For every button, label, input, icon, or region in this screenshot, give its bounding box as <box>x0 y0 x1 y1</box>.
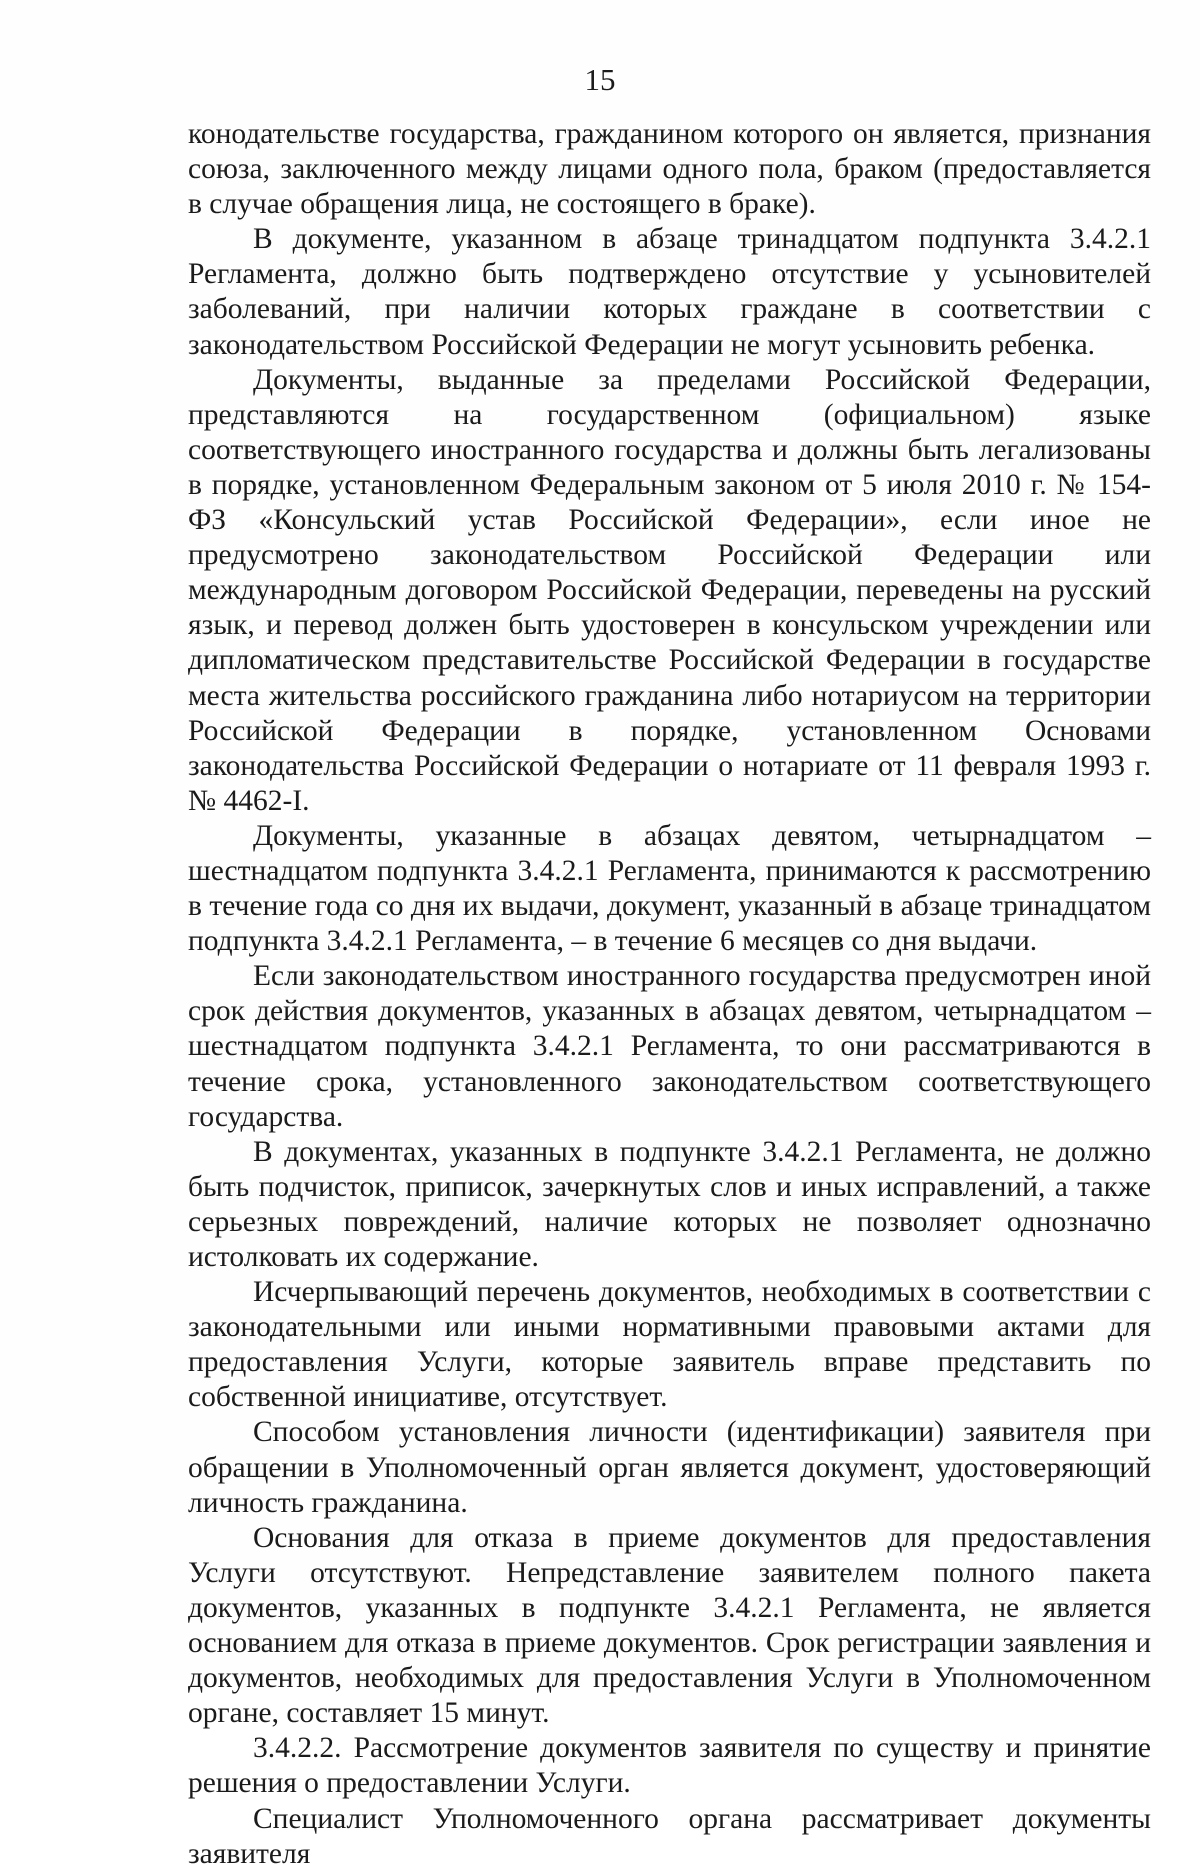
paragraph-3: Документы, выданные за пределами Российской Федерации, представляются на государственном (официальном) языке соответствующего иностранного государства и должны быть легализованы в порядке, установленном Федеральным законом от 5 июля 2010 г. № 154-ФЗ «Консульский устав Российской Федерации», если иное не предусмотрено законодательством Российской Федерации или международным договором Российской Федерации, переведены на русский язык, и перевод должен быть удостоверен в консульском учреждении или дипломатическом представительстве Российской Федерации в государстве места жительства российского гражданина либо нотариусом на территории Российской Федерации в порядке, установленном Основами законодательства Российской Федерации о нотариате от 11 февраля 1993 г. № 4462-I. <box>188 363 1151 817</box>
paragraph-8: Способом установления личности (идентификации) заявителя при обращении в Уполномоченный орган является документ, удостоверяющий личность гражданина. <box>188 1416 1151 1519</box>
paragraph-5: Если законодательством иностранного государства предусмотрен иной срок действия документов, указанных в абзацах девятом, четырнадцатом – шестнадцатом подпункта 3.4.2.1 Регламента, то они рассматриваются в течение срока, установленного законодательством соответствующего государства. <box>188 960 1151 1133</box>
paragraph-1: конодательстве государства, гражданином которого он является, признания союза, заключенного между лицами одного пола, браком (предоставляется в случае обращения лица, не состоящего в браке). <box>188 118 1151 221</box>
paragraph-10: 3.4.2.2. Рассмотрение документов заявителя по существу и принятие решения о предоставлении Услуги. <box>188 1732 1151 1800</box>
paragraph-11: Специалист Уполномоченного органа рассматривает документы заявителя <box>188 1802 1151 1870</box>
page-number: 15 <box>584 62 616 97</box>
paragraph-4: Документы, указанные в абзацах девятом, четырнадцатом – шестнадцатом подпункта 3.4.2.1 Регламента, принимаются к рассмотрению в течение года со дня их выдачи, документ, указанный в абзаце тринадцатом подпункта 3.4.2.1 Регламента, – в течение 6 месяцев со дня выдачи. <box>188 819 1151 958</box>
paragraph-9: Основания для отказа в приеме документов для предоставления Услуги отсутствуют. Непредставление заявителем полного пакета документов, указанных в подпункте 3.4.2.1 Регламента, не является основанием для отказа в приеме документов. Срок регистрации заявления и документов, необходимых для предоставления Услуги в Уполномоченном органе, составляет 15 минут. <box>188 1521 1151 1730</box>
paragraph-6: В документах, указанных в подпункте 3.4.2.1 Регламента, не должно быть подчисток, приписок, зачеркнутых слов и иных исправлений, а также серьезных повреждений, наличие которых не позволяет однозначно истолковать их содержание. <box>188 1135 1151 1273</box>
paragraph-2: В документе, указанном в абзаце тринадцатом подпункта 3.4.2.1 Регламента, должно быть подтверждено отсутствие у усыновителей заболеваний, при наличии которых граждане в соответствии с законодательством Российской Федерации не могут усыновить ребенка. <box>188 223 1151 361</box>
paragraph-7: Исчерпывающий перечень документов, необходимых в соответствии с законодательными или иными нормативными правовыми актами для предоставления Услуги, которые заявитель вправе представить по собственной инициативе, отсутствует. <box>188 1276 1151 1414</box>
document-body <box>188 117 1151 1872</box>
